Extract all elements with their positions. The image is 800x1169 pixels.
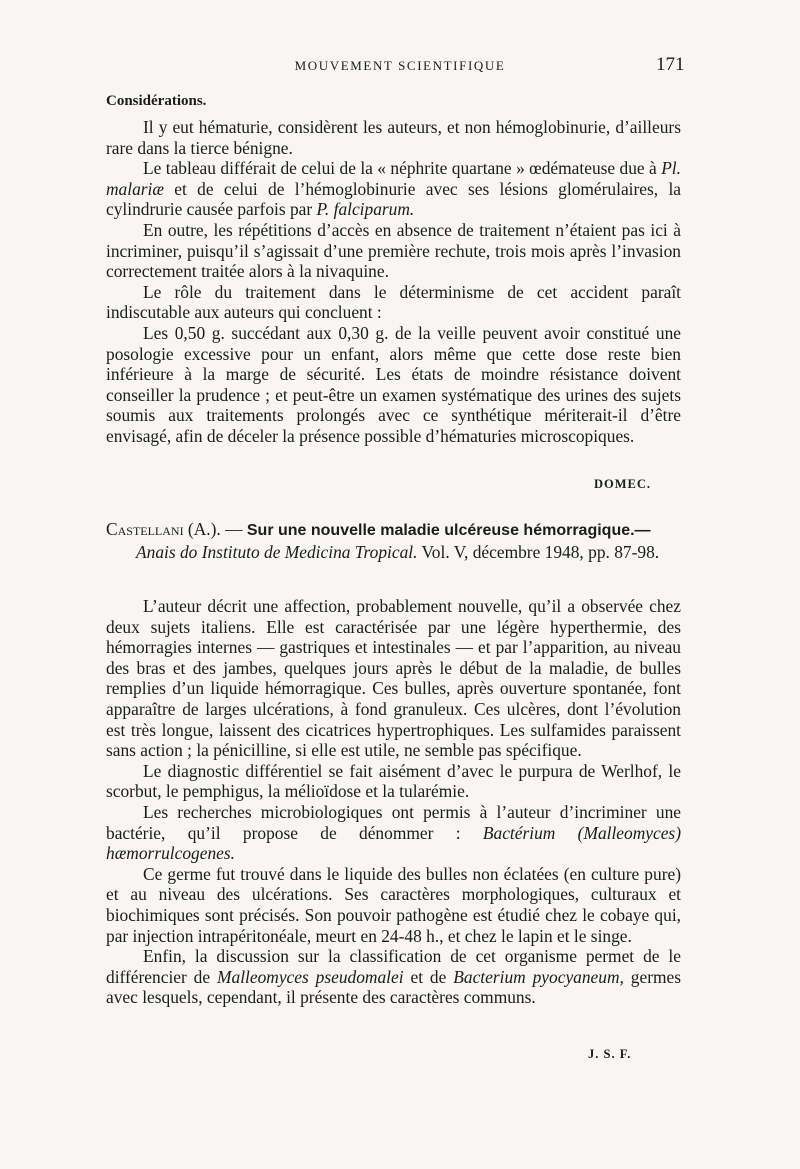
paragraph: Le rôle du traitement dans le déterminisme de cet accident paraît indiscutable aux auteurs qui concluent : <box>106 281 681 323</box>
paragraph: Les recherches microbiologiques ont permis à l’auteur d’incriminer une bactérie, qu’il propose de dénommer : Bactérium (Malleomyces) hæmorrulcogenes. <box>106 801 681 864</box>
abstract-body <box>106 596 681 1008</box>
paragraph: Le diagnostic différentiel se fait aisément d’avec le purpura de Werlhof, le scorbut, le pemphigus, la mélioïdose et la tularémie. <box>106 760 681 802</box>
section-heading: Considérations. <box>106 93 207 109</box>
paragraph: Il y eut hématurie, considèrent les auteurs, et non hémoglobinurie, d’ailleurs rare dans la tierce bénigne. <box>106 117 681 158</box>
paragraph: En outre, les répétitions d’accès en absence de traitement n’étaient pas ici à incriminer, puisqu’il s’agissait d’une première rechute, trois mois après l’invasion correctement traitée alors à la nivaquine. <box>106 219 681 282</box>
page-header <box>0 54 800 78</box>
running-head: MOUVEMENT SCIENTIFIQUE <box>294 58 506 73</box>
reference-journal: Anais do Instituto de Medicina Tropical. <box>136 541 418 562</box>
considerations-body <box>106 117 681 447</box>
paragraph: L’auteur décrit une affection, probablement nouvelle, qu’il a observée chez deux sujets italiens. Elle est caractérisée par une légère hyperthermie, des hémorragies internes — gastriques et intestinales — et par l’apparition, au niveau des bras et des jambes, quelques jours après le début de la maladie, de bulles remplies d’un liquide hémorragique. Ces bulles, après ouverture spontanée, font apparaître de larges ulcérations, à fond granuleux. Ces ulcères, dont l’évolution est très longue, laissent des cicatrices hypertrophiques. Les sulfamides paraissent sans action ; la pénicilline, si elle est utile, ne semble pas spécifique. <box>106 596 681 761</box>
reference-details: Vol. V, décembre 1948, pp. 87-98. <box>417 541 660 562</box>
reference-title: Sur une nouvelle maladie ulcéreuse hémorragique.— <box>246 522 651 539</box>
bibliographic-reference <box>106 519 681 562</box>
paragraph: Ce germe fut trouvé dans le liquide des bulles non éclatées (en culture pure) et au niveau des ulcérations. Ses caractères morphologiques, culturaux et biochimiques sont précisés. Son pouvoir pathogène est étudié chez le cobaye qui, par injection intrapéritonéale, meurt en 24-48 h., et chez le lapin et le singe. <box>106 863 681 946</box>
page-number: 171 <box>656 54 685 75</box>
paragraph: Les 0,50 g. succédant aux 0,30 g. de la veille peuvent avoir constitué une posologie excessive pour un enfant, alors même que cette dose reste bien inférieure à la marge de sécurité. Les états de moindre résistance doivent conseiller la prudence ; et peut-être un examen systématique des urines des sujets soumis aux traitements prolongés avec ce synthétique mériterait-il d’être envisagé, afin de déceler la présence possible d’hématuries microscopiques. <box>106 322 681 446</box>
paragraph: Enfin, la discussion sur la classification de cet organisme permet de le différencier de Malleomyces pseudomalei et de Bacterium pyocyaneum, germes avec lesquels, cependant, il présente des caractères communs. <box>106 946 681 1008</box>
paragraph: Le tableau différait de celui de la « néphrite quartane » œdémateuse due à Pl. malariæ et de celui de l’hémoglobinurie avec ses lésions glomérulaires, la cylindrurie causée parfois par P. falciparum. <box>106 158 681 220</box>
reference-author: Castellani (A.). — <box>106 519 243 539</box>
signature: J. S. F. <box>588 1047 632 1061</box>
signature: DOMEC. <box>594 477 652 491</box>
